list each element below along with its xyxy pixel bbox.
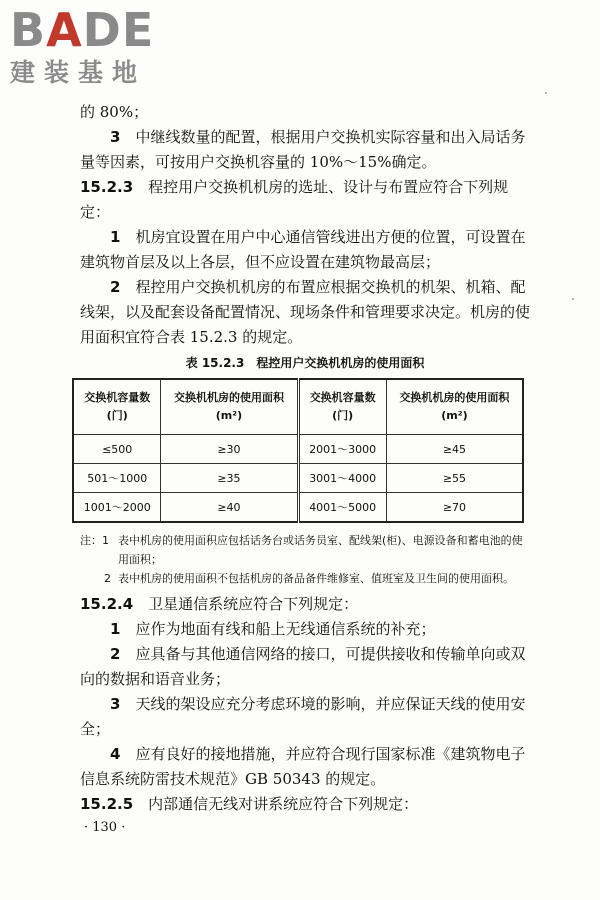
scan-speck <box>545 92 547 94</box>
table-cell: ≥45 <box>386 435 523 464</box>
table-cell: 501～1000 <box>73 464 161 493</box>
table-cell: 3001～4000 <box>298 464 386 493</box>
logo-subtitle: 建装基地 <box>10 58 147 87</box>
scan-speck <box>572 298 574 300</box>
table-cell: ≥55 <box>386 464 523 493</box>
paragraph-continuation: 的 80%； <box>80 103 149 121</box>
header-area: 交换机机房的使用面积(m²) <box>386 379 523 435</box>
clause-15-2-5: 15.2.5 内部通信无线对讲系统应符合下列规定： <box>80 795 419 813</box>
item-number: 1 <box>110 228 121 246</box>
header-capacity: 交换机容量数(门) <box>298 379 386 435</box>
table-cell: ≥70 <box>386 493 523 523</box>
table-cell: 4001～5000 <box>298 493 386 523</box>
item-number: 2 <box>110 278 121 296</box>
table-header-row <box>73 379 523 435</box>
item-number: 1 <box>110 620 121 638</box>
item-3: 3 天线的架设应充分考虑环境的影响，并应保证天线的使用安全； <box>80 695 526 738</box>
document-page <box>80 100 530 817</box>
note-1: 注：1 表中机房的使用面积应包括话务台或话务员室、配线架(柜)、电源设备和蓄电池的使用面积； <box>80 531 530 569</box>
header-area: 交换机机房的使用面积(m²) <box>161 379 298 435</box>
page-number: · 130 · <box>84 820 126 835</box>
table-row <box>73 493 523 523</box>
item-2: 2 应具备与其他通信网络的接口，可提供接收和传输单向或双向的数据和语音业务； <box>80 645 526 688</box>
area-table <box>72 378 524 523</box>
table-cell: 2001～3000 <box>298 435 386 464</box>
clause-number: 15.2.4 <box>80 595 134 613</box>
note-label: 注：1 <box>80 534 109 547</box>
table-cell: ≥35 <box>161 464 298 493</box>
item-number: 4 <box>110 745 121 763</box>
clause-15-2-4: 15.2.4 卫星通信系统应符合下列规定： <box>80 595 359 613</box>
table-cell: ≤500 <box>73 435 161 464</box>
clause-number: 15.2.3 <box>80 178 134 196</box>
item-3: 3 中继线数量的配置，根据用户交换机实际容量和出入局话务量等因素，可按用户交换机容量的 10%～15%确定。 <box>80 128 526 171</box>
item-number: 3 <box>110 128 121 146</box>
table-row <box>73 464 523 493</box>
clause-number: 15.2.5 <box>80 795 134 813</box>
item-1: 1 机房宜设置在用户中心通信管线进出方便的位置，可设置在建筑物首层及以上各层，但不应设置在建筑物最高层； <box>80 228 526 271</box>
note-label: 2 <box>104 572 111 585</box>
table-cell: ≥40 <box>161 493 298 523</box>
table-notes <box>80 531 530 588</box>
item-2: 2 程控用户交换机机房的布置应根据交换机的机架、机箱、配线架，以及配套设备配置情况、现场条件和管理要求决定。机房的使用面积宜符合表 15.2.3 的规定。 <box>80 278 531 346</box>
clause-15-2-3: 15.2.3 程控用户交换机机房的选址、设计与布置应符合下列规定： <box>80 178 509 221</box>
item-1: 1 应作为地面有线和船上无线通信系统的补充； <box>110 620 436 638</box>
header-capacity: 交换机容量数(门) <box>73 379 161 435</box>
table-cell: 1001～2000 <box>73 493 161 523</box>
logo <box>10 4 180 88</box>
logo-wordmark: BADE <box>10 3 155 57</box>
table-caption: 表 15.2.3 程控用户交换机机房的使用面积 <box>185 356 425 370</box>
note-2: 2 表中机房的使用面积不包括机房的备品备件维修室、值班室及卫生间的使用面积。 <box>80 569 530 588</box>
table-row <box>73 435 523 464</box>
table-cell: ≥30 <box>161 435 298 464</box>
item-4: 4 应有良好的接地措施，并应符合现行国家标准《建筑物电子信息系统防雷技术规范》GB 50343 的规定。 <box>80 745 526 788</box>
item-number: 3 <box>110 695 121 713</box>
item-number: 2 <box>110 645 121 663</box>
